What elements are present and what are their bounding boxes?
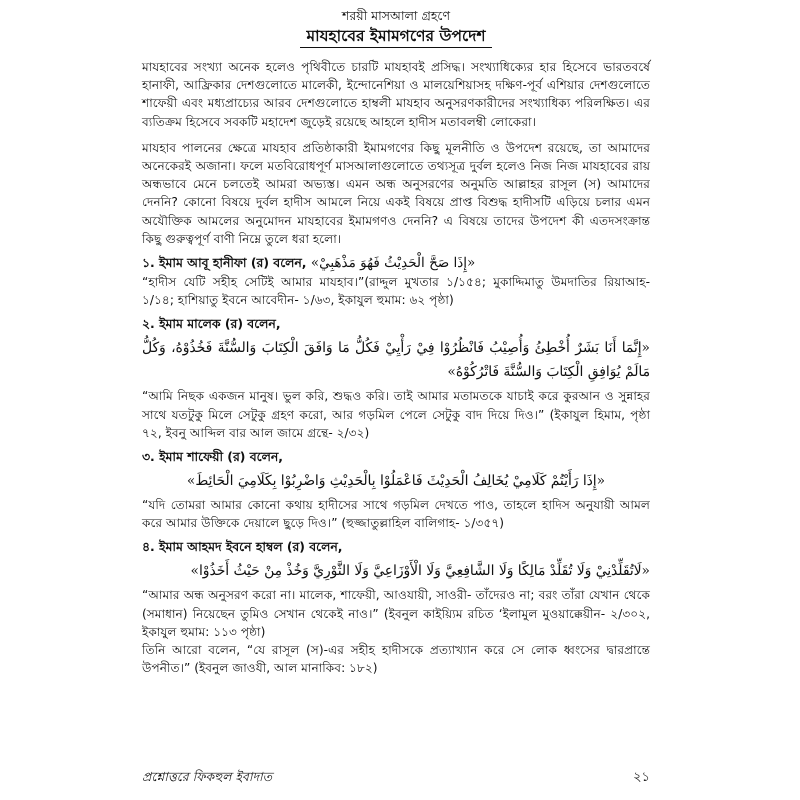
imam-3-quote: “যদি তোমরা আমার কোনো কথায় হাদীসের সাথে গড়মিল দেখতে পাও, তাহলে হাদিস অনুযায়ী আমল করে আমার উক্তিকে দেয়ালে ছুড়ে দিও।” (হুজ্জাতুল্লাহিল বালিগাহ- ১/৩৫৭) (142, 498, 650, 531)
imam-2-quote: “আমি নিছক একজন মানুষ। ভুল করি, শুদ্ধও করি। তাই আমার মতামতকে যাচাই করে কুরআন ও সুন্নাহর সাথে যতটুকু মিলে সেটুকু গ্রহণ করো, আর গড়মিল পেলে সেটুকু বাদ দিয়ে দিও।” (ইকাযুল হিমাম, পৃষ্ঠা ৭২, ইবনু আব্দিল বার আল জামে গ্রন্থে- ২/৩২) (142, 389, 650, 440)
imam-4-extra-quote: তিনি আরো বলেন, “যে রাসূল (স)-এর সহীহ হাদীসকে প্রত্যাখ্যান করে সে লোক ধ্বংসের দ্বারপ্রান্তে উপনীত।” (ইবনুল জাওযী, আল মানাকিব: ১৮২) (142, 643, 650, 676)
running-head: শরয়ী মাসআলা গ্রহণে (341, 8, 450, 23)
imam-3-heading: ৩. ইমাম শাফেয়ী (র) বলেন, (142, 449, 283, 465)
imam-4-quote: “আমার অন্ধ অনুসরণ করো না। মালেক, শাফেয়ী, আওযায়ী, সাওরী- তাঁদেরও না; বরং তাঁরা যেখান থেকে (সমাধান) নিয়েছেন তুমিও সেখান থেকেই নাও।” (ইবনুল কাইয়্যিম রচিত ‘ইলামুল মুওয়াক্কেয়ীন- ২/৩০২, ইকাযুল হুমাম: ১১৩ পৃষ্ঠা) (142, 588, 650, 639)
page-footer (142, 768, 650, 789)
imam-2-heading: ২. ইমাম মালেক (র) বলেন, (142, 316, 281, 332)
imam-2-arabic: «إِنَّمَا أَنَا بَشَرٌ أُخْطِئُ وَأُصِيْبُ فَانْظُرُوْا فِيْ رَأْيِيْ فَكُلُّ مَا وَافَقَ الْكِتَابَ وَالسُّنَّةَ فَخُذُوْهُ، وَكُلُّ مَالَمْ يُوَافِقِ الْكِتَابَ وَالسُّنَّةَ فَاتْرُكُوْهُ» (142, 340, 650, 381)
imam-1-heading (142, 253, 650, 273)
page-number: ২১ (633, 770, 650, 785)
imam-4-heading: ৪. ইমাম আহমদ ইবনে হাম্বল (র) বলেন, (142, 539, 343, 555)
imam-1-quote: “হাদীস যেটি সহীহ সেটিই আমার মাযহাব।”(রাদ্দুল মুখতার ১/১৫৪; মুকাদ্দিমাতু উমদাতির রিয়াআহ- ১/১৪; হাশিয়াতু ইবনে আবেদীন- ১/৬৩, ইকাযুল হুমাম: ৬২ পৃষ্ঠা) (142, 275, 650, 308)
imam-3-arabic: «إِذَا رَأَيْتُمْ كَلَامِيْ يُخَالِفُ الْحَدِيْثَ فَاعْمَلُوْا بِالْحَدِيْثِ وَاضْرِبُوْا بِكَلَامِيَ الْحَائِطَ» (186, 473, 606, 490)
intro-paragraph-2: মাযহাব পালনের ক্ষেত্রে মাযহাব প্রতিষ্ঠাকারী ইমামগণের কিছু মূলনীতি ও উপদেশ রয়েছে, তা আমাদের অনেকেরই অজানা। ফলে মতবিরোধপূর্ণ মাসআলাগুলোতে তথ্যসূত্র দুর্বল হলেও নিজ নিজ মাযহাবের রায় অন্ধভাবে মেনে চলতেই আমরা অভ্যস্ত। এমন অন্ধ অনুসরণের অনুমতি আল্লাহর রাসূল (স) আমাদের দেননি? কোনো বিষয়ে দুর্বল হাদীস আমলে নিয়ে একই বিষয়ে প্রাপ্ত বিশুদ্ধ হাদীসটি এড়িয়ে চলার এমন অযৌক্তিক আমলের অনুমোদন মাযহাবের ইমামগণও দেননি? এ বিষয়ে তাদের উপদেশ কী এতদসংক্রান্ত কিছু গুরুত্বপূর্ণ বাণী নিম্নে তুলে ধরা হলো। (142, 140, 650, 246)
spacer (142, 131, 650, 139)
imam-1-arabic: «إِذَا صَحَّ الْحَدِيْثُ فَهُوَ مَذْهَبِيْ» (310, 255, 476, 272)
title-wrap (142, 26, 650, 48)
page-title: মাযহাবের ইমামগণের উপদেশ (300, 26, 491, 48)
imam-4-arabic: «لَاتُقَلِّدْنِيْ وَلَا تُقَلِّدْ مَالِكًا وَلَا الشَّافِعِيَّ وَلَا الْأَوْزَاعِيَّ وَلَا الثَّوْرِيَّ وَخُذْ مِنْ حَيْثُ أَخَذُوْا» (190, 563, 650, 580)
imam-1-heading-text: ১. ইমাম আবূ হানীফা (র) বলেন, (142, 255, 307, 271)
footer-book-title: প্রশ্নোত্তরে ফিকহুল ইবাদাত (142, 769, 273, 784)
intro-paragraph-1: মাযহাবের সংখ্যা অনেক হলেও পৃথিবীতে চারটি মাযহাবই প্রসিদ্ধ। সংখ্যাধিক্যের হার হিসেবে ভারতবর্ষে হানাফী, আফ্রিকার দেশগুলোতে মালেকী, ইন্দোনেশিয়া ও মালয়েশিয়াসহ দক্ষিণ-পূর্ব এশিয়ার দেশগুলোতে শাফেয়ী এবং মধ্যপ্রাচ্যের আরব দেশগুলোতে হাম্বলী মাযহাব অনুসরণকারীদের সংখ্যাধিক্য পরিলক্ষিত। এর ব্যতিক্রম হিসেবে সবকটি মহাদেশ জুড়েই রয়েছে আহলে হাদীস মতাবলম্বী লোকেরা। (142, 60, 650, 129)
